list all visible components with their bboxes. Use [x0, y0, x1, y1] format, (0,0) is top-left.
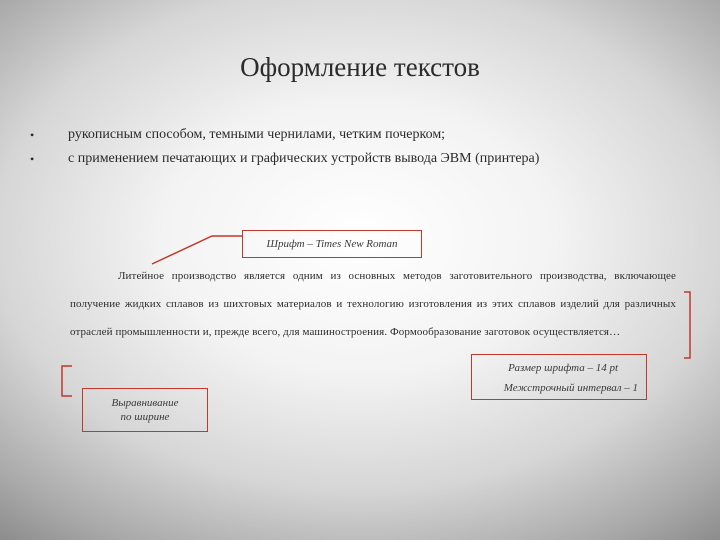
bullet-list — [30, 124, 690, 172]
alignment-label-line2: по ширине — [120, 411, 170, 423]
font-callout-pointer — [152, 236, 242, 264]
size-callout — [471, 354, 647, 400]
alignment-label-line1: Выравнивание — [111, 397, 179, 409]
alignment-callout — [82, 388, 208, 432]
bullet-text: с применением печатающих и графических устройств вывода ЭВМ (принтера) — [68, 151, 540, 166]
slide-title: Оформление текстов — [240, 52, 480, 82]
right-justify-bracket — [684, 292, 690, 358]
font-callout-text: Шрифт – Times New Roman — [266, 238, 398, 250]
bullet-item — [30, 148, 690, 172]
left-justify-bracket — [62, 366, 72, 396]
bullet-icon: • — [30, 152, 35, 166]
line-spacing-label: Межстрочный интервал – 1 — [503, 382, 638, 394]
bullet-item — [30, 124, 690, 148]
font-callout — [242, 230, 422, 258]
bullet-icon: • — [30, 128, 35, 142]
sample-paragraph: Литейное производство является одним из основных методов заготовительного производства, включающее получение жидких сплавов из шихтовых материалов и технологию изготовления из этих сплавов изделий для различных отраслей промышленности и, прежде всего, для машиностроения. Формообразование заготовок осуществляется… — [70, 270, 676, 338]
font-size-label: Размер шрифта – 14 pt — [508, 362, 618, 374]
bullet-text: рукописным способом, темными чернилами, четким почерком; — [68, 127, 446, 142]
